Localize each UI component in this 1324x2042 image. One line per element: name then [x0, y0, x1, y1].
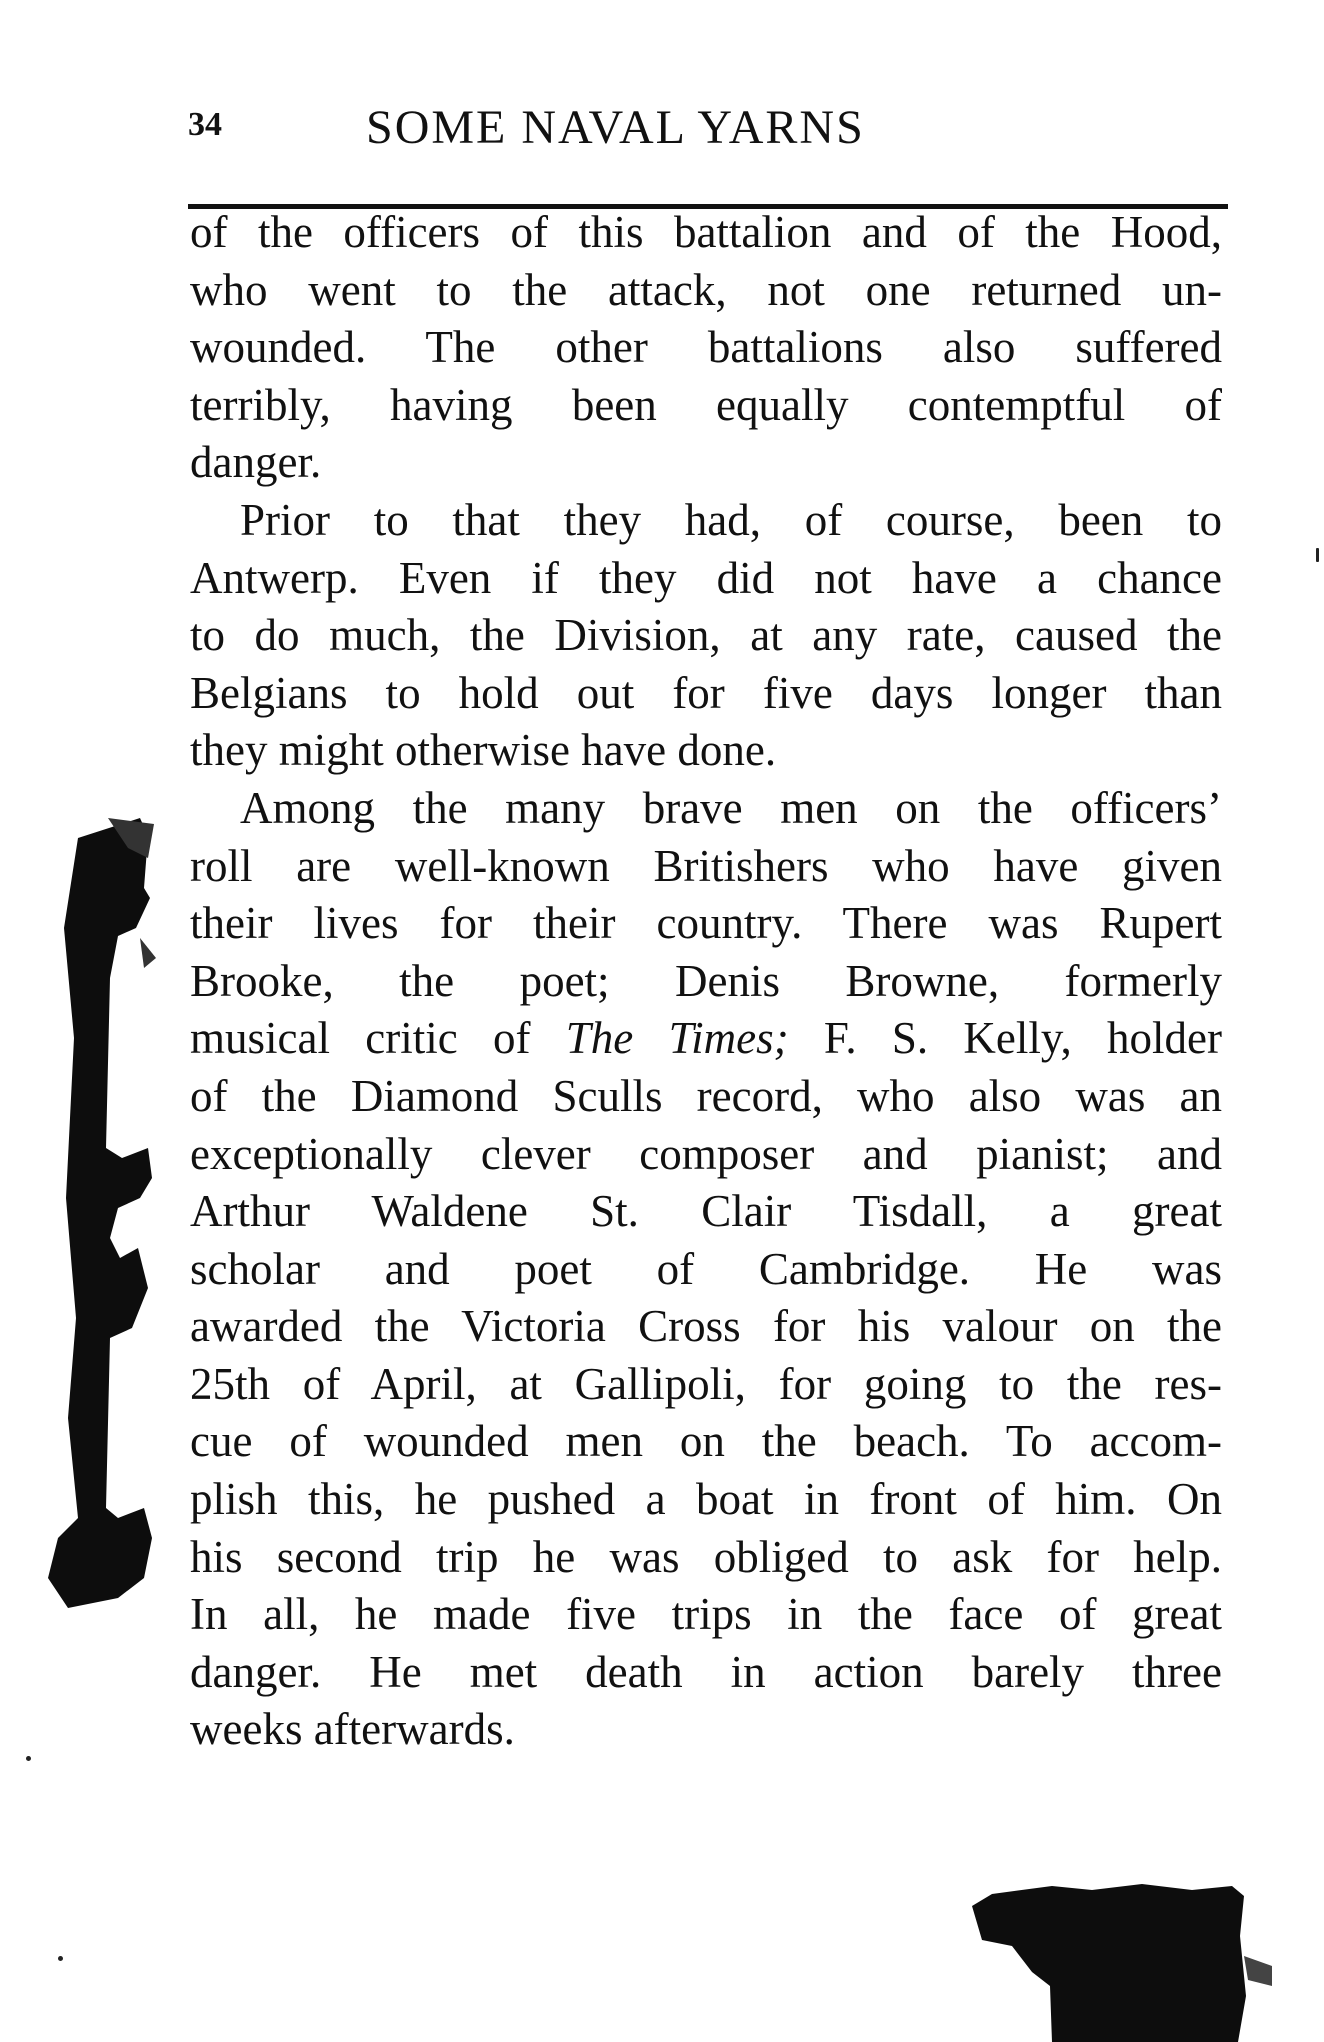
text-line: Brooke, the poet; Denis Browne, formerly	[190, 955, 1222, 1006]
scan-speck	[1316, 548, 1319, 562]
scan-artifact-bottom	[972, 1876, 1272, 2042]
text-line: wounded. The other battalions also suffered	[190, 322, 1222, 373]
text-line: who went to the attack, not one returned un-	[190, 264, 1222, 315]
text-line: scholar and poet of Cambridge. He was	[190, 1243, 1222, 1294]
text-line: Belgians to hold out for five days longer than	[190, 667, 1222, 718]
text-line: Arthur Waldene St. Clair Tisdall, a great	[190, 1186, 1222, 1237]
text-line: In all, he made five trips in the face of great	[190, 1589, 1222, 1640]
text-line: exceptionally clever composer and pianist; and	[190, 1128, 1222, 1179]
scan-speck	[58, 1956, 63, 1961]
text-line: Antwerp. Even if they did not have a chance	[190, 552, 1222, 603]
text-line: his second trip he was obliged to ask for help.	[190, 1531, 1222, 1582]
text-line: Prior to that they had, of course, been to	[240, 494, 1222, 545]
body-text	[190, 204, 1222, 1759]
scan-speck	[26, 1756, 31, 1761]
text-segment: F. S. Kelly, holder	[788, 1013, 1222, 1064]
text-line: roll are well-known Britishers who have given	[190, 840, 1222, 891]
text-line: plish this, he pushed a boat in front of him. On	[190, 1474, 1222, 1525]
page-header	[188, 100, 1228, 162]
text-line: of the Diamond Sculls record, who also was an	[190, 1070, 1222, 1121]
text-line: awarded the Victoria Cross for his valour on the	[190, 1301, 1222, 1352]
scan-artifact-left	[48, 818, 158, 1608]
text-line: Among the many brave men on the officers’	[240, 782, 1222, 833]
text-line: 25th of April, at Gallipoli, for going to the res-	[190, 1358, 1222, 1409]
text-segment: musical critic of	[190, 1013, 566, 1064]
text-line: to do much, the Division, at any rate, caused the	[190, 610, 1222, 661]
running-title: SOME NAVAL YARNS	[366, 101, 865, 154]
text-line: weeks afterwards.	[190, 1704, 515, 1755]
text-line: terribly, having been equally contemptful of	[190, 379, 1222, 430]
text-line: cue of wounded men on the beach. To accom-	[190, 1416, 1222, 1467]
text-line: they might otherwise have done.	[190, 725, 777, 776]
text-line: their lives for their country. There was Rupert	[190, 898, 1222, 949]
italic-title: The Times;	[565, 1013, 789, 1064]
text-line: danger.	[190, 437, 322, 488]
text-line: of the officers of this battalion and of the Hood,	[190, 207, 1222, 257]
page-number: 34	[188, 106, 222, 143]
text-line: danger. He met death in action barely three	[190, 1646, 1222, 1697]
text-line-mixed	[190, 1010, 1222, 1068]
